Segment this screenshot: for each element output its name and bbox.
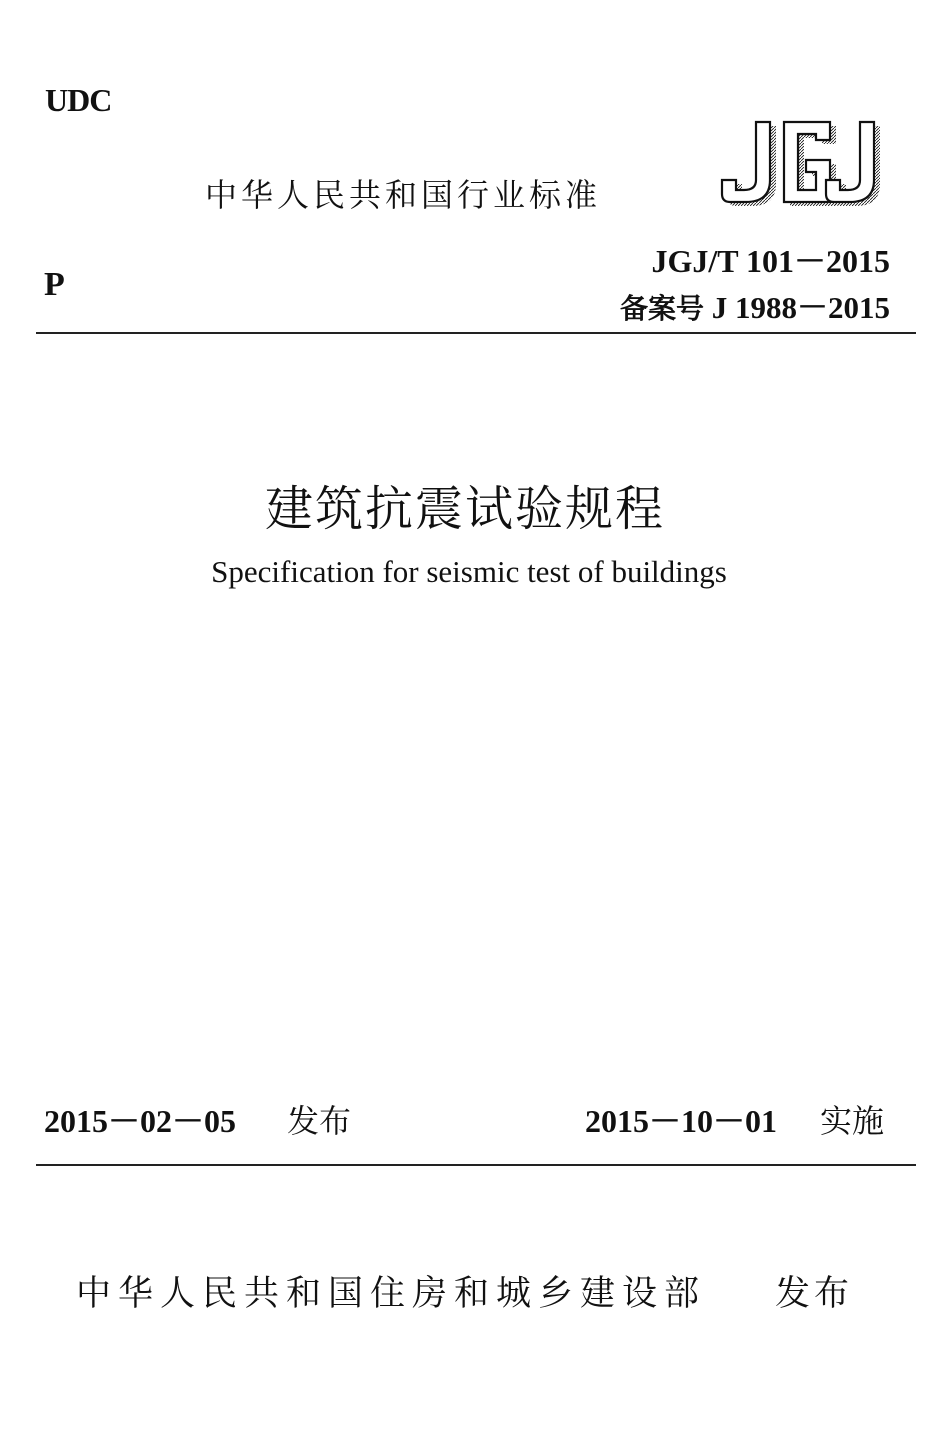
issue-date: 2015－02－05 bbox=[44, 1103, 237, 1139]
implementation-date: 2015－10－01 bbox=[585, 1103, 778, 1139]
record-number-label: 备案号 bbox=[619, 292, 704, 325]
title-english: Specification for seismic test of buildings bbox=[211, 554, 727, 589]
udc-label: UDC bbox=[45, 82, 112, 118]
title-chinese: 建筑抗震试验规程 bbox=[264, 481, 665, 537]
standard-code: JGJ/T 101－2015 bbox=[651, 243, 890, 279]
record-number-value: J 1988－2015 bbox=[711, 290, 890, 325]
implementation-label: 实施 bbox=[820, 1102, 885, 1140]
issue-label: 发布 bbox=[287, 1102, 352, 1140]
publisher-name: 中华人民共和国住房和城乡建设部 bbox=[76, 1274, 707, 1314]
top-divider bbox=[36, 332, 916, 334]
category-code: P bbox=[44, 266, 65, 303]
jgj-logo bbox=[720, 118, 895, 210]
record-number bbox=[620, 282, 890, 327]
bottom-divider bbox=[36, 1164, 916, 1166]
industry-standard-heading: 中华人民共和国行业标准 bbox=[205, 176, 602, 214]
jgj-logo-graphic bbox=[720, 118, 895, 210]
publisher-label: 发布 bbox=[775, 1274, 854, 1314]
